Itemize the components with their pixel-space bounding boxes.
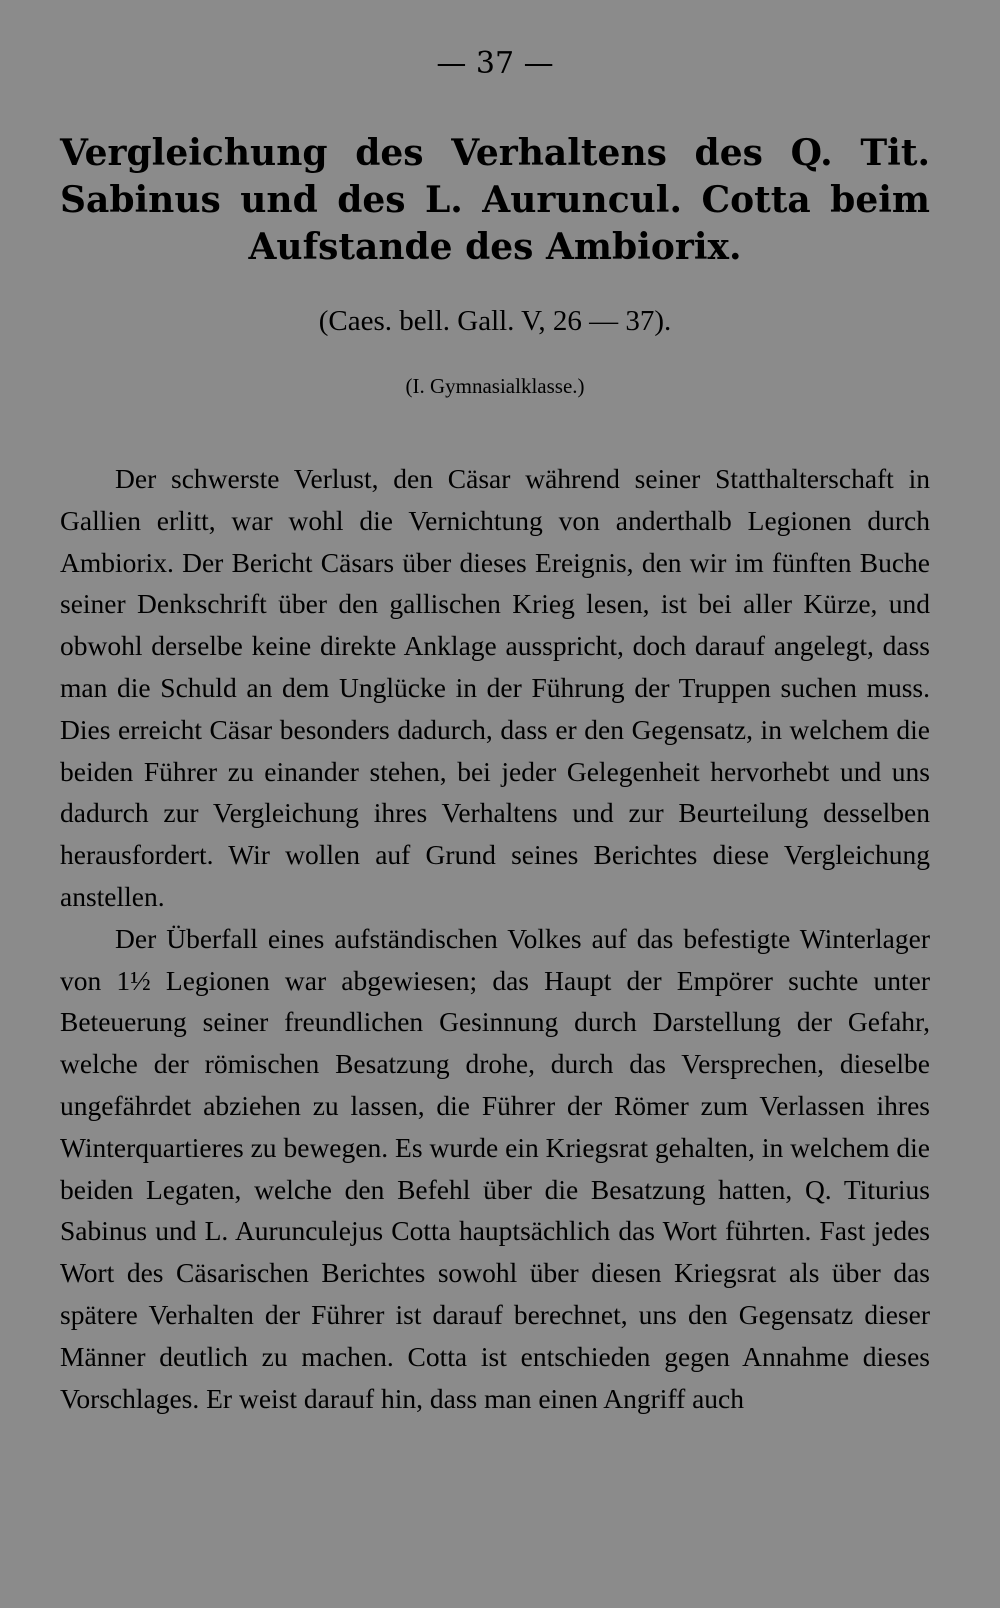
body-text (60, 458, 930, 1419)
class-note: (I. Gymnasialklasse.) (405, 374, 585, 398)
chapter-title: Vergleichung des Verhaltens des Q. Tit. Sabinus und des L. Auruncul. Cotta beim Aufstande des Ambiorix. (60, 132, 930, 268)
source-reference: (Caes. bell. Gall. V, 26 — 37). (318, 305, 672, 337)
paragraph: Der schwerste Verlust, den Cäsar während seiner Statthalterschaft in Gallien erlitt, war wohl die Vernichtung von anderthalb Legionen durch Ambiorix. Der Bericht Cäsars über dieses Ereignis, den wir im fünften Buche seiner Denkschrift über den gallischen Krieg lesen, ist bei aller Kürze, und obwohl derselbe keine direkte Anklage ausspricht, doch darauf angelegt, dass man die Schuld an dem Unglücke in der Führung der Truppen suchen muss. Dies erreicht Cäsar besonders dadurch, dass er den Gegensatz, in welchem die beiden Führer zu einander stehen, bei jeder Gelegenheit hervorhebt und uns dadurch zur Vergleichung ihres Verhaltens und zur Beurteilung desselben herausfordert. Wir wollen auf Grund seines Berichtes diese Vergleichung anstellen. (60, 463, 930, 912)
paragraph: Der Überfall eines aufständischen Volkes auf das befestigte Winterlager von 1½ Legionen war abgewiesen; das Haupt der Empörer suchte unter Beteuerung seiner freundlichen Gesinnung durch Darstellung der Gefahr, welche der römischen Besatzung drohe, durch das Versprechen, dieselbe ungefährdet abziehen zu lassen, die Führer der Römer zum Verlassen ihres Winterquartieres zu bewegen. Es wurde ein Kriegsrat gehalten, in welchem die beiden Legaten, welche den Befehl über die Besatzung hatten, Q. Titurius Sabinus und L. Aurunculejus Cotta hauptsächlich das Wort führten. Fast jedes Wort des Cäsarischen Berichtes sowohl über diesen Kriegsrat als über das spätere Verhalten der Führer ist darauf berechnet, uns den Gegensatz dieser Männer deutlich zu machen. Cotta ist entschieden gegen Annahme dieses Vorschlages. Er weist darauf hin, dass man einen Angriff auch (60, 922, 930, 1414)
book-page (60, 0, 930, 1608)
page-number: — 37 — (436, 46, 554, 81)
